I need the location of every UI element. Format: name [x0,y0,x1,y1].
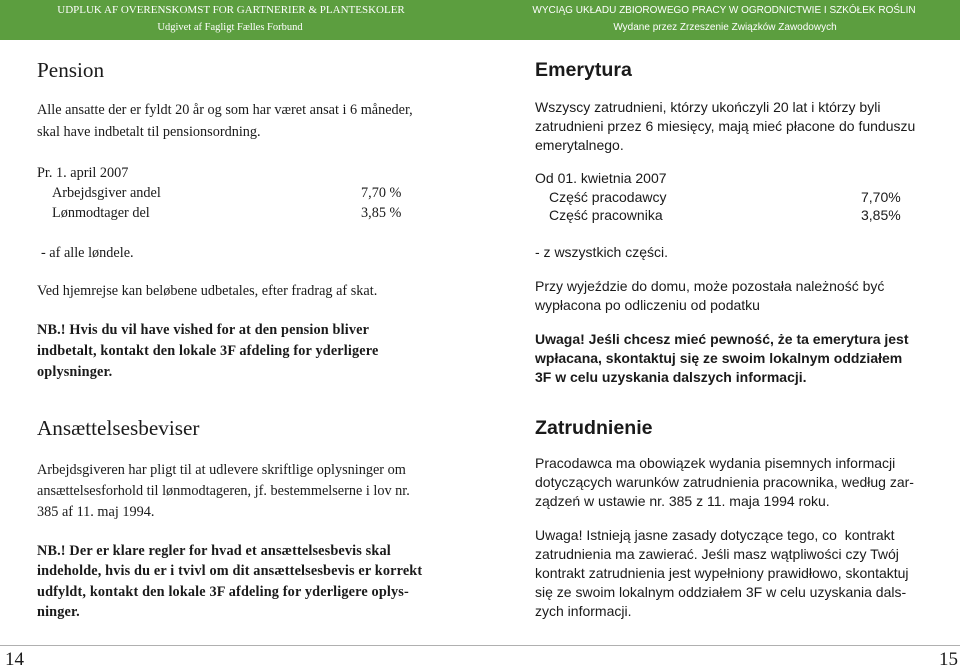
employment-note [535,526,909,621]
rate-row-employee [535,206,901,225]
right-header-title: WYCIĄG UKŁADU ZBIOROWEGO PRACY W OGRODNICTWIE I SZKÓŁEK ROŚLIN [532,5,916,16]
pension-scope: - z wszystkich części. [535,244,669,260]
rate-value: 7,70 % [361,185,402,201]
rate-value: 3,85 % [361,205,402,221]
pension-intro-line: emerytalnego. [535,137,624,153]
pension-intro [535,98,915,155]
pension-rates [37,163,402,223]
page-number-left: 14 [5,649,24,669]
employment-body [535,454,914,511]
pension-scope: - af alle løndele. [41,245,134,261]
pension-note-line: 3F w celu uzyskania dalszych informacji. [535,369,807,385]
right-header-subtitle: Wydane przez Zrzeszenie Związków Zawodowych [613,22,837,33]
employment-body-line: ządzeń w ustawie nr. 385 z 11. maja 1994 roku. [535,493,830,509]
rate-row-employer [535,188,901,207]
pension-intro-line: Wszyscy zatrudnieni, którzy ukończyli 20 lat i którzy byli [535,99,881,115]
employment-note-line: ninger. [37,604,80,621]
pension-rates [535,169,901,225]
employment-body-line: dotyczących warunków zatrudnienia pracownika, według zar- [535,474,914,490]
pension-intro-line: zatrudnieni przez 6 miesięcy, mają mieć płacone do funduszu [535,118,916,134]
pension-note-line: oplysninger. [37,364,113,380]
rate-row-employee [37,203,402,223]
employment-body-line: 385 af 11. maj 1994. [37,504,155,520]
pension-note-line: indbetalt, kontakt den lokale 3F afdeling for yderligere [37,343,379,359]
rate-value: 3,85% [861,207,901,223]
rate-value: 7,70% [861,188,901,205]
employment-note-line: się ze swoim lokalnym oddziałem 3F w celu uzyskania dals- [535,584,907,600]
employment-note-line: zatrudnienia ma zawierać. Jeśli masz wątpliwości czy Twój [535,546,899,562]
pension-heading: Pension [37,58,105,82]
pension-note-line: wpłacana, skontaktuj się ze swoim lokalnym oddziałem [535,350,903,366]
employment-note-line: indeholde, hvis du er i tvivl om dit ansættelsesbevis er korrekt [37,563,423,580]
employment-note-line: Uwaga! Istnieją jasne zasady dotyczące tego, co kontrakt [535,527,895,543]
pension-effective-date: Pr. 1. april 2007 [37,165,129,181]
rate-label: Część pracodawcy [549,188,667,205]
page-number-right: 15 [939,649,958,669]
employment-body [37,460,410,523]
pension-intro [37,99,413,143]
rate-label: Lønmodtager del [52,205,150,221]
employment-note [37,541,422,623]
pension-note-line: Uwaga! Jeśli chcesz mieć pewność, że ta emerytura jest [535,331,909,347]
employment-note-line: NB.! Der er klare regler for hvad et ansættelsesbevis skal [37,543,391,559]
employment-body-line: Arbejdsgiveren har pligt til at udlevere skriftlige oplysninger om [37,462,406,478]
employment-note-line: udfyldt, kontakt den lokale 3F afdeling for yderligere oplys- [37,583,409,600]
left-header-title: UDPLUK AF OVERENSKOMST FOR GARTNERIER & PLANTESKOLER [57,4,405,16]
left-header-subtitle: Udgivet af Fagligt Fælles Forbund [157,22,303,33]
pension-effective-date: Od 01. kwietnia 2007 [535,170,667,186]
pension-heading: Emerytura [535,59,632,81]
pension-intro-line: skal have indbetalt til pensionsordning. [37,124,261,140]
employment-heading: Ansættelsesbeviser [37,416,200,440]
pension-note [535,330,909,387]
employment-body-line: Pracodawca ma obowiązek wydania pisemnych informacji [535,455,896,471]
pension-departure [535,277,884,315]
employment-body-line: ansættelsesforhold til lønmodtageren, jf. bestemmelserne i lov nr. [37,483,410,499]
pension-departure-line: wypłacona po odliczeniu od podatku [535,297,760,313]
employment-note-line: zych informacji. [535,603,632,619]
employment-note-line: kontrakt zatrudnienia jest wypełniony prawidłowo, skontaktuj [535,565,909,581]
employment-heading: Zatrudnienie [535,417,653,439]
pension-intro-line: Alle ansatte der er fyldt 20 år og som har været ansat i 6 måneder, [37,102,413,118]
pension-note [37,320,378,383]
footer-rule [0,645,960,646]
pension-note-line: NB.! Hvis du vil have vished for at den pension bliver [37,322,370,338]
rate-label: Arbejdsgiver andel [52,185,161,201]
rate-row-employer [37,183,402,203]
rate-label: Część pracownika [549,207,663,223]
pension-departure-line: Przy wyjeździe do domu, może pozostała należność być [535,278,885,294]
pension-departure: Ved hjemrejse kan beløbene udbetales, efter fradrag af skat. [37,283,378,299]
